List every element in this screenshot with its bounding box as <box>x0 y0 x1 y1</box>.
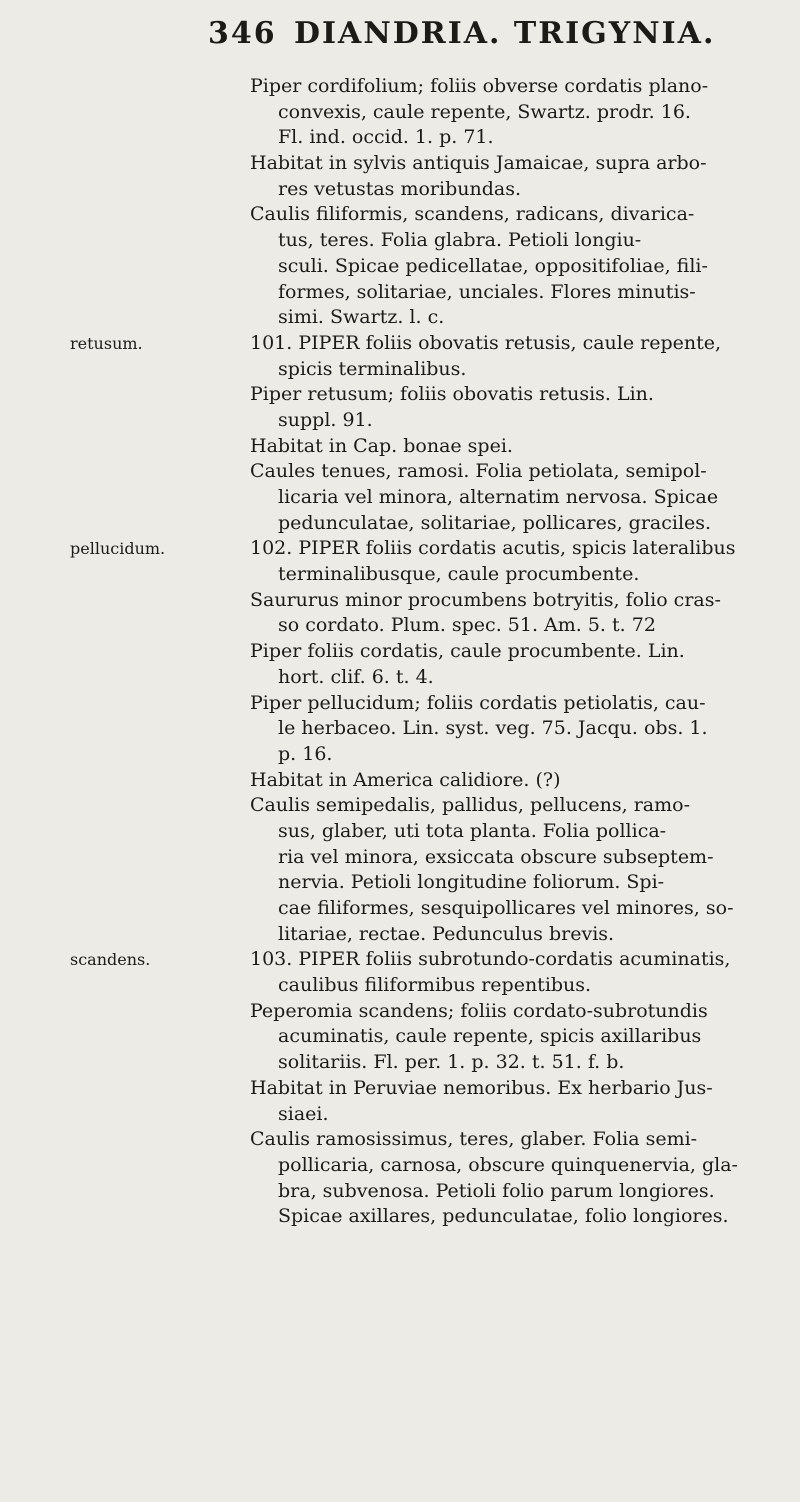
text-line <box>0 922 800 948</box>
text-line <box>0 511 800 537</box>
line-text: res vetustas moribundas. <box>278 177 522 200</box>
text-line <box>0 588 800 614</box>
line-text: convexis, caule repente, Swartz. prodr. 16. <box>278 100 691 123</box>
text-line <box>0 125 800 151</box>
line-text: solitariis. Fl. per. 1. p. 32. t. 51. f. b. <box>278 1051 625 1074</box>
line-text: litariae, rectae. Pedunculus brevis. <box>278 922 615 945</box>
line-text: Saururus minor procumbens botryitis, folio cras- <box>250 588 721 611</box>
line-text: Piper retusum; foliis obovatis retusis. Lin. <box>250 383 654 406</box>
text-line <box>0 639 800 665</box>
text-line <box>0 434 800 460</box>
line-text: so cordato. Plum. spec. 51. Am. 5. t. 72 <box>278 614 656 637</box>
text-line <box>0 716 800 742</box>
line-text: sculi. Spicae pedicellatae, oppositifoliae, fili- <box>278 254 708 277</box>
text-line <box>0 896 800 922</box>
line-text: acuminatis, caule repente, spicis axillaribus <box>278 1025 702 1048</box>
margin-species-name: pellucidum. <box>70 539 166 559</box>
text-line <box>0 845 800 871</box>
line-text: suppl. 91. <box>278 408 373 431</box>
line-text: 101. PIPER foliis obovatis retusis, caule repente, <box>250 331 722 354</box>
text-line <box>0 1024 800 1050</box>
text-line <box>0 793 800 819</box>
line-text: Spicae axillares, pedunculatae, folio longiores. <box>278 1205 729 1228</box>
text-line <box>0 485 800 511</box>
text-line <box>0 1179 800 1205</box>
text-line <box>0 228 800 254</box>
line-text: siaei. <box>278 1102 329 1125</box>
text-line <box>0 691 800 717</box>
line-text: bra, subvenosa. Petioli folio parum longiores. <box>278 1179 715 1202</box>
line-text: caulibus filiformibus repentibus. <box>278 974 592 997</box>
text-line <box>0 1076 800 1102</box>
text-line <box>0 742 800 768</box>
text-line <box>0 331 800 357</box>
line-text: Caulis filiformis, scandens, radicans, divarica- <box>250 203 695 226</box>
text-line <box>0 357 800 383</box>
line-text: Piper pellucidum; foliis cordatis petiolatis, cau- <box>250 691 706 714</box>
text-line <box>0 999 800 1025</box>
line-text: pedunculatae, solitariae, pollicares, graciles. <box>278 511 712 534</box>
line-text: Peperomia scandens; foliis cordato-subrotundis <box>250 999 708 1022</box>
text-line <box>0 768 800 794</box>
line-text: Piper foliis cordatis, caule procumbente. Lin. <box>250 640 685 663</box>
text-line <box>0 202 800 228</box>
text-line <box>0 665 800 691</box>
running-head: DIANDRIA. TRIGYNIA. <box>294 16 716 51</box>
line-text: Habitat in America calidiore. (?) <box>250 768 561 791</box>
text-line <box>0 459 800 485</box>
text-line <box>0 1102 800 1128</box>
text-line <box>0 1153 800 1179</box>
line-text: sus, glaber, uti tota planta. Folia pollica- <box>278 819 667 842</box>
text-line <box>0 382 800 408</box>
line-text: nervia. Petioli longitudine foliorum. Spi- <box>278 871 665 894</box>
line-text: ria vel minora, exsiccata obscure subseptem- <box>278 845 714 868</box>
text-line <box>0 1127 800 1153</box>
line-text: Habitat in Cap. bonae spei. <box>250 434 513 457</box>
margin-species-name: scandens. <box>70 950 151 970</box>
line-text: Fl. ind. occid. 1. p. 71. <box>278 126 494 149</box>
text-line <box>0 151 800 177</box>
line-text: p. 16. <box>278 742 333 765</box>
line-text: formes, solitariae, unciales. Flores minutis- <box>278 280 696 303</box>
text-line <box>0 536 800 562</box>
text-line <box>0 177 800 203</box>
line-text: spicis terminalibus. <box>278 357 467 380</box>
line-text: cae filiformes, sesquipollicares vel minores, so- <box>278 897 734 919</box>
line-text: Habitat in Peruviae nemoribus. Ex herbario Jus- <box>250 1076 713 1099</box>
line-text: Habitat in sylvis antiquis Jamaicae, supra arbo- <box>250 152 707 175</box>
line-text: Caulis ramosissimus, teres, glaber. Folia semi- <box>250 1128 698 1151</box>
text-line <box>0 1050 800 1076</box>
line-text: licaria vel minora, alternatim nervosa. Spicae <box>278 486 719 508</box>
text-line <box>0 819 800 845</box>
line-text: tus, teres. Folia glabra. Petioli longiu- <box>278 229 642 252</box>
text-line <box>0 100 800 126</box>
page-header <box>208 16 768 60</box>
line-text: 102. PIPER foliis cordatis acutis, spicis lateralibus <box>250 537 736 560</box>
line-text: terminalibusque, caule procumbente. <box>278 563 640 586</box>
line-text: Piper cordifolium; foliis obverse cordatis plano- <box>250 75 709 97</box>
text-line <box>0 280 800 306</box>
text-line <box>0 408 800 434</box>
text-line <box>0 1204 800 1230</box>
text-line <box>0 305 800 331</box>
text-line <box>0 973 800 999</box>
text-line <box>0 870 800 896</box>
margin-species-name: retusum. <box>70 333 143 353</box>
line-text: simi. Swartz. l. c. <box>278 306 445 329</box>
text-line <box>0 74 800 100</box>
text-line <box>0 613 800 639</box>
line-text: hort. clif. 6. t. 4. <box>278 665 434 688</box>
line-text: 103. PIPER foliis subrotundo-cordatis acuminatis, <box>250 948 731 971</box>
line-text: le herbaceo. Lin. syst. veg. 75. Jacqu. obs. 1. <box>278 717 708 740</box>
text-line <box>0 947 800 973</box>
page-number: 346 <box>208 16 277 51</box>
text-line <box>0 254 800 280</box>
line-text: pollicaria, carnosa, obscure quinquenervia, gla- <box>278 1153 738 1176</box>
line-text: Caules tenues, ramosi. Folia petiolata, semipol- <box>250 460 707 483</box>
text-body <box>0 74 800 1230</box>
line-text: Caulis semipedalis, pallidus, pellucens, ramo- <box>250 794 690 817</box>
text-line <box>0 562 800 588</box>
